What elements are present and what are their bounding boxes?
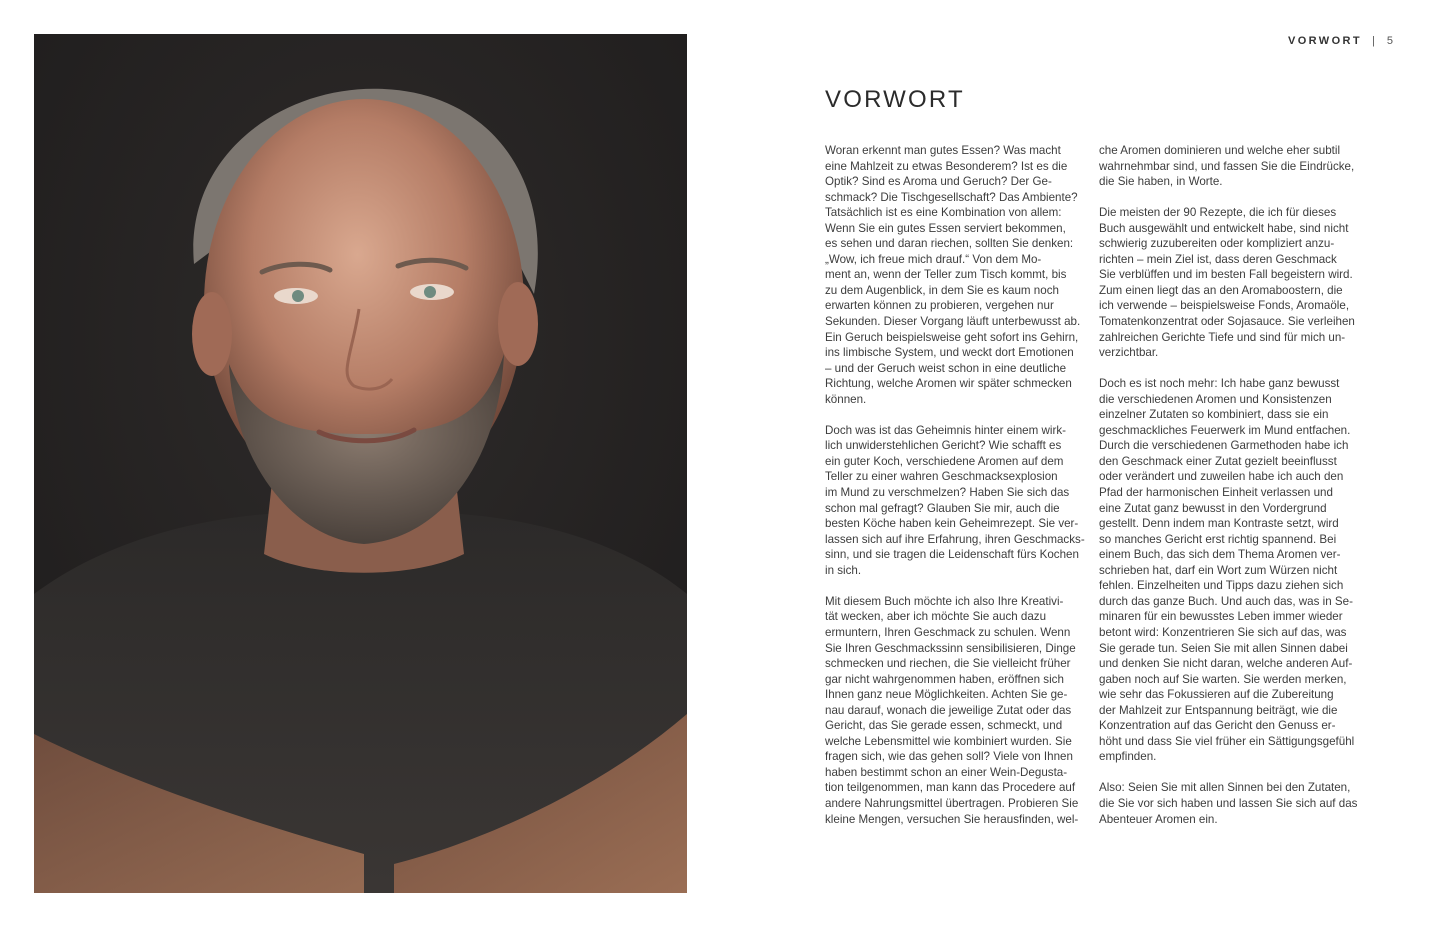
text-line: eine Zutat ganz bewusst in den Vordergrund [1099, 501, 1327, 515]
text-line: schon mal gefragt? Glauben Sie mir, auch die [825, 501, 1060, 515]
text-line: fehlen. Einzelheiten und Tipps dazu ziehen sich [1099, 579, 1344, 593]
paragraph [1099, 205, 1367, 360]
text-line: schrieben hat, darf ein Wort zum Würzen nicht [1099, 563, 1338, 577]
text-line: nau darauf, wonach die jeweilige Zutat oder das [825, 703, 1072, 717]
text-line: so manches Gericht erst richtig spannend. Bei [1099, 532, 1337, 546]
text-line: schwierig zuzubereiten oder kompliziert anzu- [1099, 237, 1335, 251]
text-line: Teller zu einer wahren Geschmacksexplosion [825, 470, 1058, 484]
text-line: Ein Geruch beispielsweise geht sofort ins Gehirn, [825, 330, 1079, 344]
text-line: die Sie vor sich haben und lassen Sie sich auf das [1099, 796, 1358, 810]
page-number: 5 [1386, 35, 1393, 47]
text-line: betont wird: Konzentrieren Sie sich auf das, was [1099, 625, 1347, 639]
paragraph [1099, 780, 1367, 827]
text-line: Mit diesem Buch möchte ich also Ihre Kreativi- [825, 594, 1064, 608]
text-line: einem Buch, das sich dem Thema Aromen ver- [1099, 548, 1341, 562]
text-line: wahrnehmbar sind, und fassen Sie die Eindrücke, [1099, 159, 1355, 173]
text-line: „Wow, ich freue mich drauf.“ Von dem Mo- [825, 252, 1042, 266]
text-line: einzelner Zutaten so kombiniert, dass sie ein [1099, 408, 1329, 422]
text-line: höht und dass Sie viel früher ein Sättigungsgefühl [1099, 734, 1355, 748]
running-head [1288, 35, 1393, 47]
text-line: gaben noch auf Sie warten. Sie werden merken, [1099, 672, 1347, 686]
text-line: Die meisten der 90 Rezepte, die ich für dieses [1099, 206, 1337, 220]
text-line: Also: Seien Sie mit allen Sinnen bei den Zutaten, [1099, 781, 1351, 795]
text-line: ermuntern, Ihren Geschmack zu schulen. Wenn [825, 625, 1071, 639]
text-line: Ihnen ganz neue Möglichkeiten. Achten Sie ge- [825, 688, 1068, 702]
text-line: minaren für ein bewusstes Leben immer wieder [1099, 610, 1343, 624]
text-line: Sie gerade tun. Seien Sie mit allen Sinnen dabei [1099, 641, 1348, 655]
text-line: Richtung, welche Aromen wir später schmecken [825, 377, 1072, 391]
text-line: Pfad der harmonischen Einheit verlassen und [1099, 486, 1333, 500]
text-line: Gericht, das Sie gerade essen, schmeckt, und [825, 719, 1063, 733]
text-line: Woran erkennt man gutes Essen? Was macht [825, 144, 1061, 157]
text-line: Wenn Sie ein gutes Essen serviert bekommen, [825, 221, 1066, 235]
text-column-left [825, 143, 1087, 843]
text-line: durch das ganze Buch. Und auch das, was in Se- [1099, 594, 1353, 608]
text-line: empfinden. [1099, 750, 1157, 764]
text-line: Buch ausgewählt und entwickelt habe, sind nicht [1099, 221, 1349, 235]
text-line: fragen sich, wie das gehen soll? Viele von Ihnen [825, 750, 1073, 764]
text-line: im Mund zu verschmelzen? Haben Sie sich das [825, 486, 1070, 500]
text-line: welche Lebensmittel wie kombiniert wurden. Sie [825, 734, 1072, 748]
text-line: Tomatenkonzentrat oder Sojasauce. Sie verleihen [1099, 315, 1355, 329]
text-line: ment an, wenn der Teller zum Tisch kommt, bis [825, 268, 1067, 282]
text-line: es sehen und daran riechen, sollten Sie denken: [825, 237, 1074, 251]
text-line: – und der Geruch weist schon in eine deutliche [825, 361, 1067, 375]
running-head-separator: | [1372, 35, 1375, 47]
text-line: können. [825, 392, 867, 406]
text-line: ins limbische System, und weckt dort Emotionen [825, 346, 1074, 360]
text-line: schmecken und riechen, die Sie vielleicht früher [825, 657, 1071, 671]
text-line: den Geschmack einer Zutat gezielt beeinflusst [1099, 454, 1337, 468]
text-column-right [1099, 143, 1367, 843]
text-line: die Sie haben, in Worte. [1099, 175, 1223, 189]
text-line: sinn, und sie tragen die Leidenschaft fürs Kochen [825, 548, 1079, 562]
text-line: Sekunden. Dieser Vorgang läuft unterbewusst ab. [825, 315, 1081, 329]
text-line: gestellt. Denn indem man Kontraste setzt, wird [1099, 517, 1339, 531]
text-line: Optik? Sind es Aroma und Geruch? Der Ge- [825, 175, 1052, 189]
text-line: die verschiedenen Aromen und Konsistenzen [1099, 392, 1332, 406]
text-line: andere Nahrungsmittel übertragen. Probieren Sie [825, 796, 1079, 810]
text-line: richten – mein Ziel ist, dass deren Geschmack [1099, 252, 1337, 266]
text-line: gar nicht wahrgenommen haben, eröffnen sich [825, 672, 1064, 686]
paragraph [825, 423, 1087, 578]
paragraph [1099, 143, 1367, 190]
text-line: Durch die verschiedenen Garmethoden habe ich [1099, 439, 1349, 453]
text-line: geschmackliches Feuerwerk im Mund entfachen. [1099, 423, 1351, 437]
text-line: ein guter Koch, verschiedene Aromen auf dem [825, 454, 1064, 468]
text-line: und denken Sie nicht daran, welche anderen Auf- [1099, 657, 1353, 671]
text-line: Sie verblüffen und im besten Fall begeistern wird. [1099, 268, 1353, 282]
text-line: tät wecken, aber ich möchte Sie auch dazu [825, 610, 1047, 624]
text-line: besten Köche haben kein Geheimrezept. Sie ver- [825, 517, 1079, 531]
text-line: haben bestimmt schon an einer Wein-Degusta- [825, 765, 1068, 779]
text-line: in sich. [825, 563, 862, 577]
text-line: der Mahlzeit zur Entspannung beiträgt, wie die [1099, 703, 1338, 717]
text-line: erwarten können zu probieren, vergehen nur [825, 299, 1054, 313]
text-line: tion teilgenommen, man kann das Procedere auf [825, 781, 1076, 795]
text-line: zahlreichen Gerichte Tiefe und sind für mich un- [1099, 330, 1346, 344]
text-line: eine Mahlzeit zu etwas Besonderem? Ist es die [825, 159, 1068, 173]
portrait-photo [34, 34, 687, 893]
text-line: schmack? Die Tischgesellschaft? Das Ambiente? [825, 190, 1078, 204]
text-line: che Aromen dominieren und welche eher subtil [1099, 144, 1341, 157]
text-line: Doch was ist das Geheimnis hinter einem wirk- [825, 423, 1066, 437]
text-line: wie sehr das Fokussieren auf die Zubereitung [1099, 688, 1334, 702]
paragraph [825, 143, 1087, 407]
text-line: oder verändert und zuweilen habe ich auch den [1099, 470, 1344, 484]
text-line: Sie Ihren Geschmackssinn sensibilisieren, Dinge [825, 641, 1076, 655]
text-line: Abenteuer Aromen ein. [1099, 812, 1218, 826]
text-line: Konzentration auf das Gericht den Genuss er- [1099, 719, 1336, 733]
portrait-illustration [34, 34, 687, 893]
paragraph [1099, 376, 1367, 765]
text-line: Zum einen liegt das an den Aromaboostern, die [1099, 283, 1343, 297]
text-line: lassen sich auf ihre Erfahrung, ihren Geschmacks- [825, 532, 1085, 546]
chapter-title: VORWORT [825, 86, 965, 113]
text-line: lich unwiderstehlichen Gericht? Wie schafft es [825, 439, 1062, 453]
text-line: Doch es ist noch mehr: Ich habe ganz bewusst [1099, 377, 1340, 391]
text-line: Tatsächlich ist es eine Kombination von allem: [825, 206, 1062, 220]
running-head-title: VORWORT [1287, 35, 1363, 47]
text-line: ich verwende – beispielsweise Fonds, Aromaöle, [1099, 299, 1350, 313]
text-line: kleine Mengen, versuchen Sie herausfinden, wel- [825, 812, 1079, 826]
paragraph [825, 594, 1087, 827]
text-line: verzichtbar. [1099, 346, 1159, 360]
text-line: zu dem Augenblick, in dem Sie es kaum noch [825, 283, 1059, 297]
